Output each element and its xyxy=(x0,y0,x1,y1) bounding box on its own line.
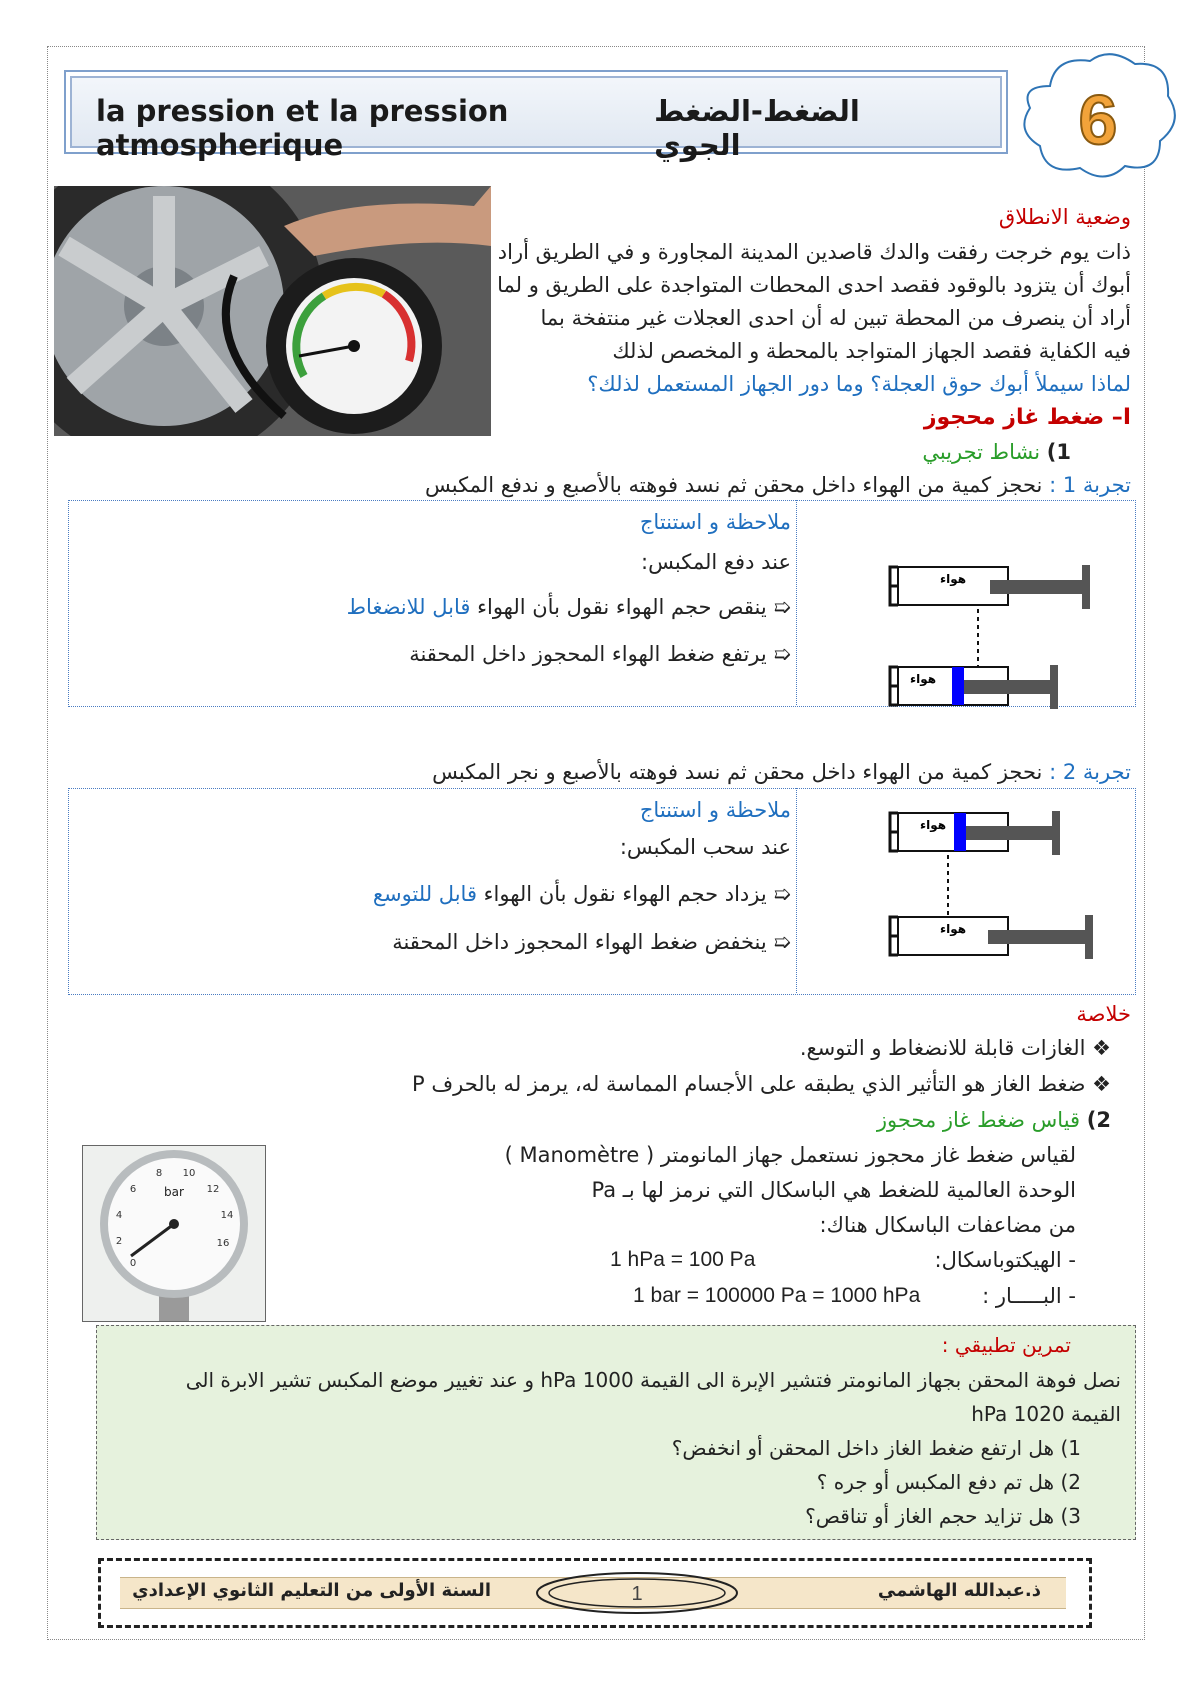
svg-text:2: 2 xyxy=(115,1236,123,1247)
page-number: 1 xyxy=(631,1583,643,1605)
syringe-air-label: هواء xyxy=(920,818,947,832)
svg-text:4: 4 xyxy=(115,1210,123,1221)
gauge-unit: bar xyxy=(164,1185,184,1199)
exercise-question-3 xyxy=(805,1504,1081,1528)
footer-teacher: ذ.عبدالله الهاشمي xyxy=(877,1580,1041,1601)
hpa-label: - الهيكتوباسكال: xyxy=(934,1248,1076,1272)
exp1-bullet-2-text: يرتفع ضغط الهواء المحجوز داخل المحقنة xyxy=(409,642,767,666)
arrow-icon: ➯ xyxy=(766,642,791,666)
tire-gauge-photo xyxy=(54,186,491,436)
svg-text:0: 0 xyxy=(129,1258,137,1269)
summary-title: خلاصة xyxy=(1076,1002,1131,1026)
intro-line-2: أبوك أن يتزود بالوقود فقصد احدى المحطات المتواجدة على الطريق و لما xyxy=(497,273,1131,297)
svg-text:14: 14 xyxy=(220,1210,234,1221)
lesson-number: 6 xyxy=(1078,81,1118,159)
diamond-bullet-icon: ❖ xyxy=(1085,1036,1111,1060)
syringe-after xyxy=(890,665,1058,709)
arrow-icon: ➯ xyxy=(766,930,791,954)
manometer-photo xyxy=(82,1145,266,1322)
experiment-2-label: تجربة 2 : xyxy=(1049,760,1131,784)
bar-value: 1 bar = 100000 Pa = 1000 hPa xyxy=(633,1284,921,1307)
footer-level: السنة الأولى من التعليم الثانوي الإعدادي xyxy=(132,1580,491,1601)
experiment-2-line xyxy=(432,760,1131,784)
piston xyxy=(952,667,964,705)
syringe-before xyxy=(890,811,1060,855)
title-arabic: الضغط-الضغط الجوي xyxy=(654,94,860,162)
question-text: هل تزايد حجم الغاز أو تناقص؟ xyxy=(805,1504,1055,1528)
svg-text:10: 10 xyxy=(182,1168,196,1179)
exp2-bullet-1 xyxy=(373,882,791,906)
summary-item-1-text: الغازات قابلة للانضغاط و التوسع. xyxy=(799,1036,1086,1060)
exp2-bullet-2-text: ينخفض ضغط الهواء المحجوز داخل المحقنة xyxy=(392,930,767,954)
summary-item-1 xyxy=(800,1036,1111,1060)
section-title: I– ضغط غاز محجوز xyxy=(923,405,1131,430)
question-text: هل تم دفع المكبس أو جره ؟ xyxy=(816,1470,1055,1494)
exp2-when: عند سحب المكبس: xyxy=(619,835,791,859)
page-number-ellipse xyxy=(532,1569,742,1617)
svg-text:16: 16 xyxy=(216,1238,230,1249)
intro-line-4: فيه الكفاية فقصد الجهاز المتواجد بالمحطة و المخصص لذلك xyxy=(612,339,1131,363)
intro-line-1: ذات يوم خرجت رفقت والدك قاصدين المدينة المجاورة و في الطريق أراد xyxy=(497,240,1131,264)
exp1-when: عند دفع المكبس: xyxy=(641,550,791,574)
experiment-1-label: تجربة 1 : xyxy=(1049,473,1131,497)
section-2-number: 2) xyxy=(1086,1108,1111,1132)
svg-text:6: 6 xyxy=(129,1184,137,1195)
lesson-number-cloud xyxy=(1010,46,1180,186)
question-number: 1) xyxy=(1060,1436,1081,1460)
exp1-bullet-1-text: ينقص حجم الهواء نقول بأن الهواء xyxy=(477,595,767,619)
summary-item-2 xyxy=(412,1072,1111,1096)
section-2-heading xyxy=(877,1108,1111,1132)
observation-title: ملاحظة و استنتاج xyxy=(639,798,791,822)
observation-title: ملاحظة و استنتاج xyxy=(639,510,791,534)
syringe-air-label: هواء xyxy=(940,922,967,936)
measure-line-1: لقياس ضغط غاز محجوز نستعمل جهاز المانومتر ( Manomètre ) xyxy=(504,1143,1076,1167)
measure-line-2: الوحدة العالمية للضغط هي الباسكال التي نرمز لها بـ Pa xyxy=(591,1178,1076,1202)
question-number: 3) xyxy=(1060,1504,1081,1528)
activity-title: نشاط تجريبي xyxy=(922,440,1041,464)
syringe-air-label: هواء xyxy=(910,672,937,686)
experiment-1-text: نحجز كمية من الهواء داخل محقن ثم نسد فوهته بالأصبع و ندفع المكبس xyxy=(424,473,1043,497)
summary-item-2-text: ضغط الغاز هو التأثير الذي يطبقه على الأجسام المماسة له، يرمز له بالحرف P xyxy=(411,1072,1086,1096)
page-title xyxy=(96,94,986,162)
syringe-air-label: هواء xyxy=(940,572,967,586)
exercise-question-2 xyxy=(817,1470,1081,1494)
activity-heading xyxy=(922,440,1071,464)
intro-heading: وضعية الانطلاق xyxy=(998,205,1131,229)
exercise-line-1: نصل فوهة المحقن بجهاز المانومتر فتشير الإبرة الى القيمة 1000 hPa و عند تغيير موضع المكبس تشير الابرة الى xyxy=(185,1368,1121,1392)
exp1-bullet-1-highlight: قابل للانضغاط xyxy=(346,595,471,619)
box-divider xyxy=(796,500,797,705)
diamond-bullet-icon: ❖ xyxy=(1085,1072,1111,1096)
bar-label: - البـــــار : xyxy=(982,1284,1076,1308)
section-2-title: قياس ضغط غاز محجوز xyxy=(876,1108,1081,1132)
title-french: la pression et la pression atmospherique xyxy=(96,94,509,162)
box-divider xyxy=(796,788,797,993)
exp2-bullet-2 xyxy=(392,930,791,954)
exp1-bullet-1 xyxy=(347,595,791,619)
svg-text:12: 12 xyxy=(206,1184,220,1195)
exp2-bullet-1-highlight: قابل للتوسع xyxy=(372,882,477,906)
syringe-diagram-1 xyxy=(880,555,1120,725)
svg-text:8: 8 xyxy=(155,1168,163,1179)
exercise-question-1 xyxy=(672,1436,1081,1460)
intro-line-3: أراد أن ينصرف من المحطة تبين له أن احدى العجلات غير منتفخة بما xyxy=(540,306,1131,330)
arrow-icon: ➯ xyxy=(766,595,791,619)
activity-number: 1) xyxy=(1046,440,1071,464)
syringe-after xyxy=(890,915,1093,959)
syringe-diagram-2 xyxy=(880,805,1120,970)
measure-line-3: من مضاعفات الباسكال هناك: xyxy=(819,1213,1076,1237)
question-number: 2) xyxy=(1060,1470,1081,1494)
question-text: هل ارتفع ضغط الغاز داخل المحقن أو انخفض؟ xyxy=(671,1436,1055,1460)
intro-question: لماذا سيملأ أبوك حوق العجلة؟ وما دور الجهاز المستعمل لذلك؟ xyxy=(587,372,1131,396)
arrow-icon: ➯ xyxy=(766,882,791,906)
exp1-bullet-2 xyxy=(409,642,791,666)
exercise-line-2: القيمة 1020 hPa xyxy=(971,1402,1121,1426)
piston xyxy=(954,813,966,851)
hpa-value: 1 hPa = 100 Pa xyxy=(610,1248,756,1271)
experiment-1-line xyxy=(425,473,1131,497)
exp2-bullet-1-text: يزداد حجم الهواء نقول بأن الهواء xyxy=(483,882,767,906)
exercise-title: تمرين تطبيقي : xyxy=(941,1333,1071,1357)
syringe-before xyxy=(890,565,1090,609)
experiment-2-text: نحجز كمية من الهواء داخل محقن ثم نسد فوهته بالأصبع و نجر المكبس xyxy=(432,760,1043,784)
